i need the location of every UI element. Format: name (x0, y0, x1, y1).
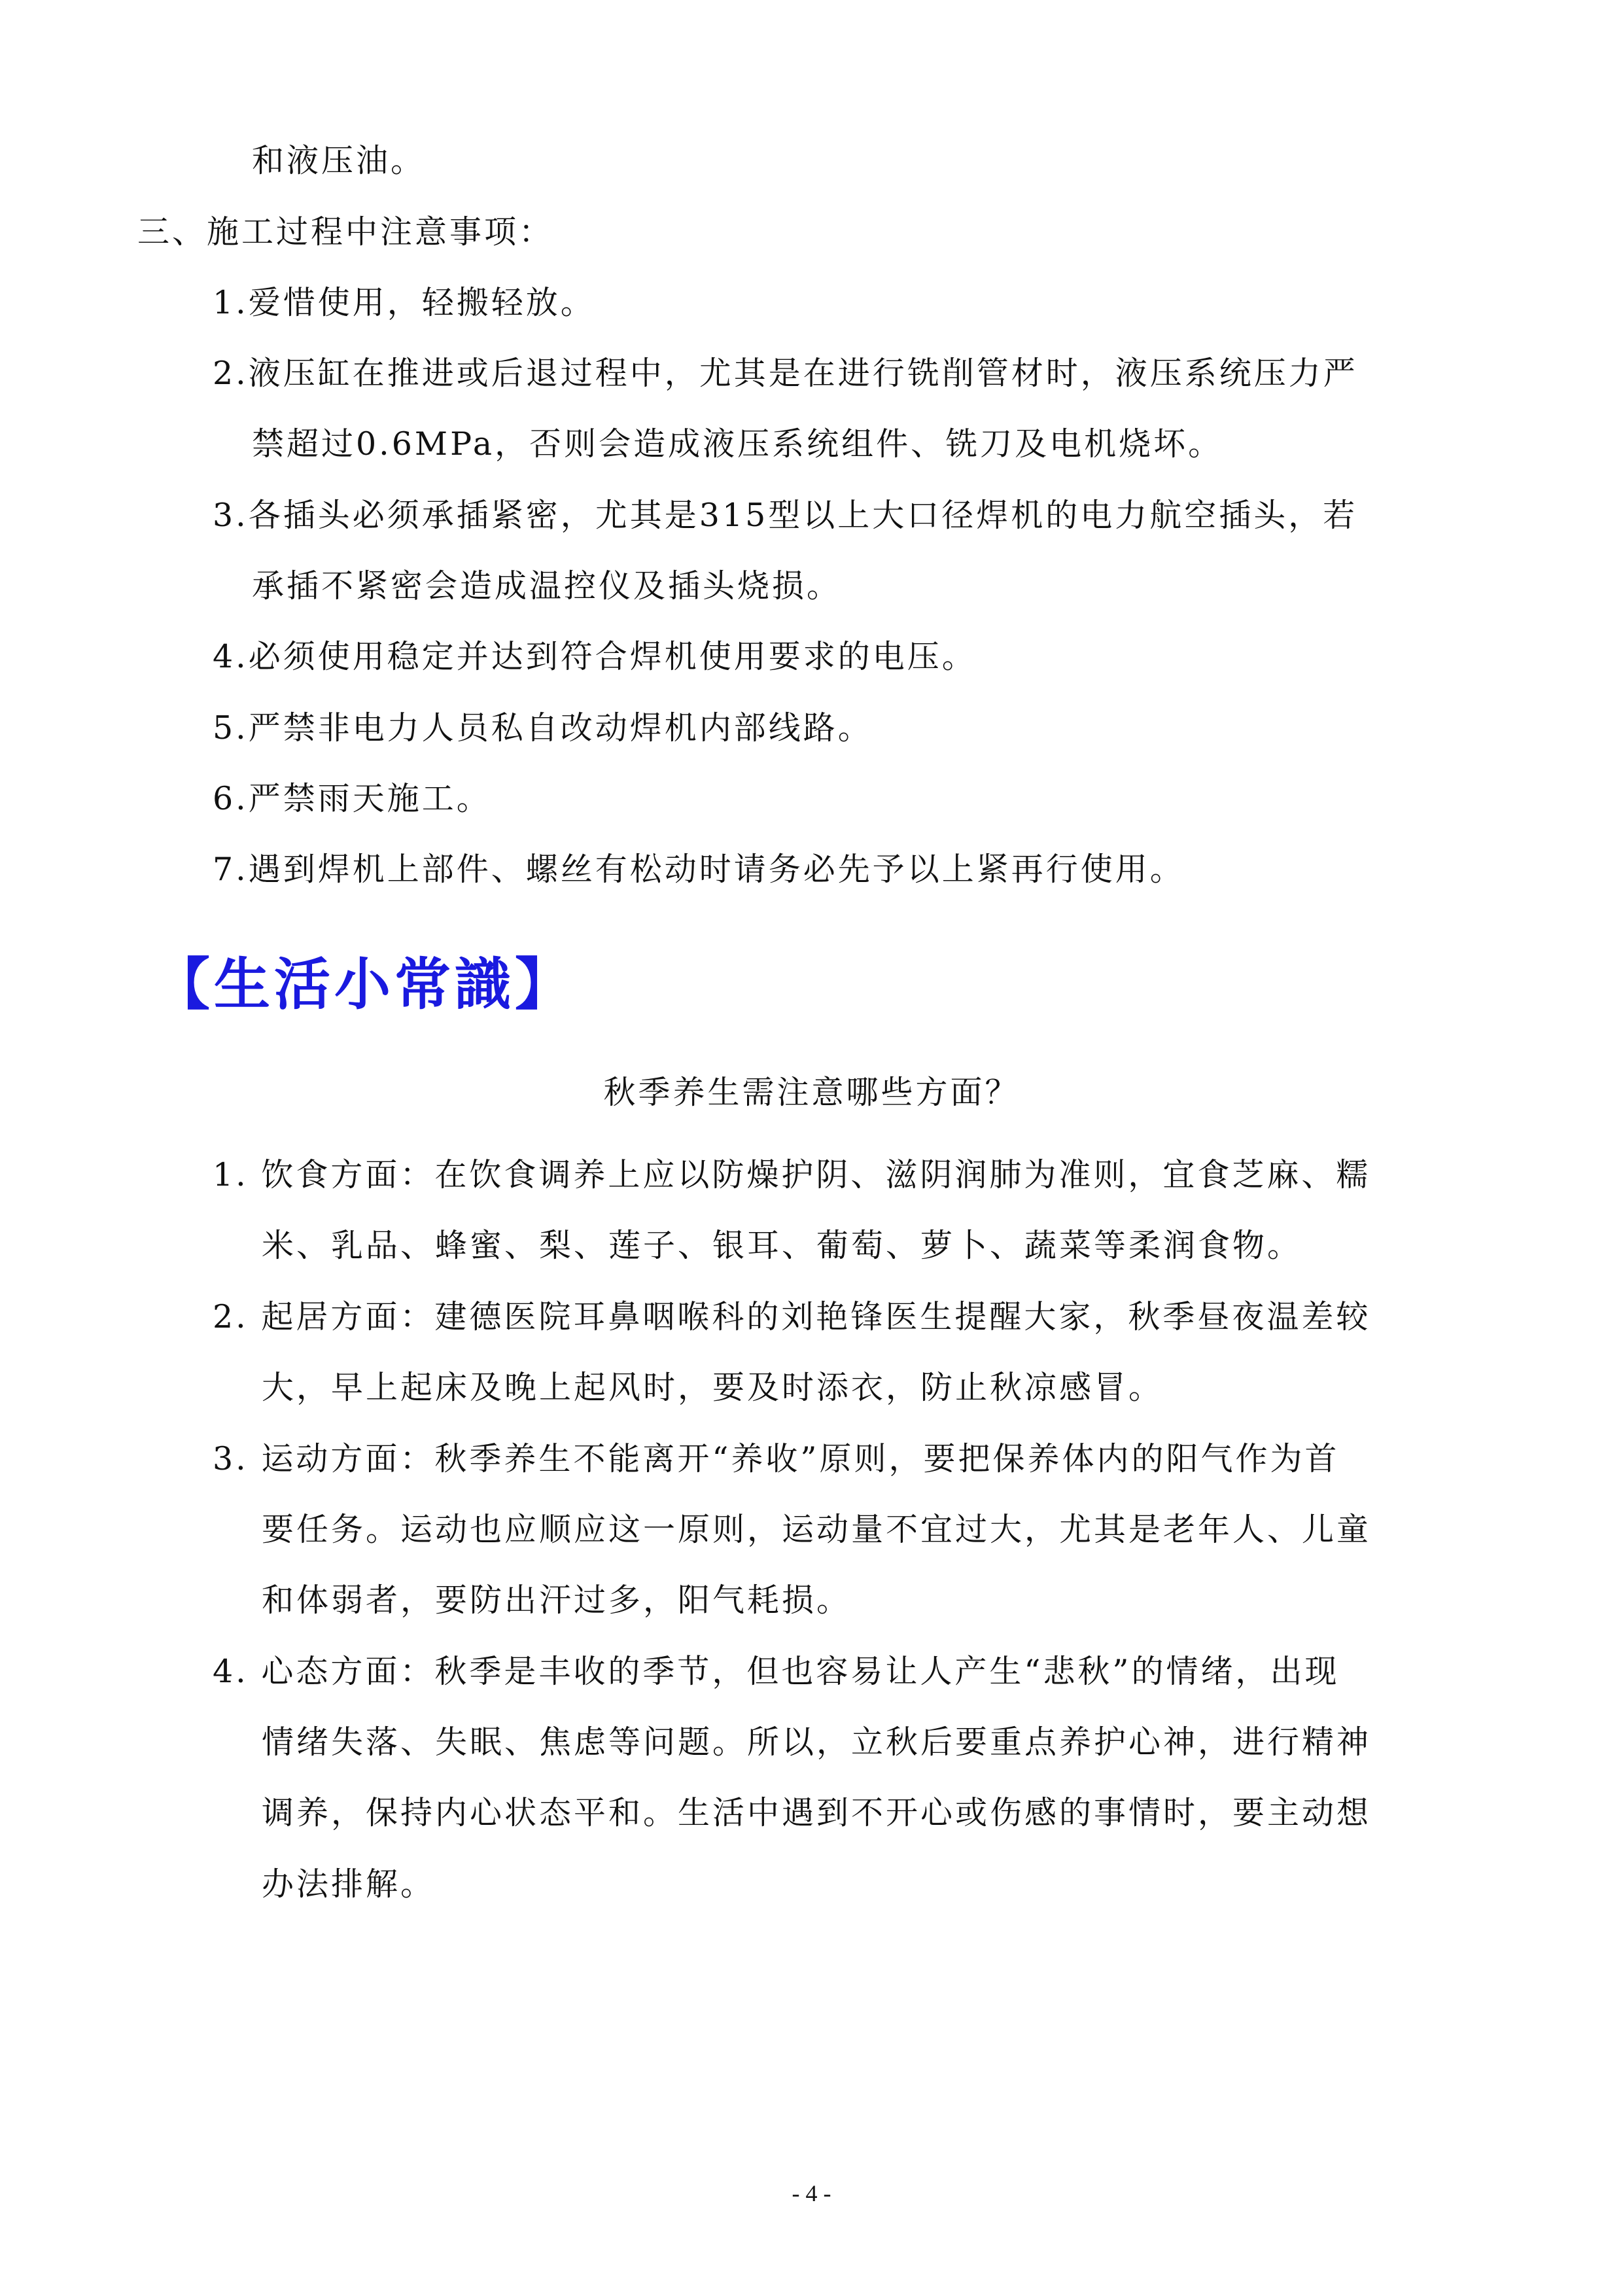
list-item-number: 5. (213, 709, 249, 747)
list-item-continuation: 米、乳品、蜂蜜、梨、莲子、银耳、葡萄、萝卜、蔬菜等柔润食物。 (262, 1227, 1302, 1264)
list-item-continuation: 要任务。运动也应顺应这一原则，运动量不宜过大，尤其是老年人、儿童 (262, 1511, 1372, 1548)
list-item-continuation: 大，早上起床及晚上起风时，要及时添衣，防止秋凉感冒。 (262, 1369, 1164, 1406)
list-item-text: 爱惜使用，轻搬轻放。 (248, 284, 595, 321)
list-item-continuation: 承插不紧密会造成温控仪及插头烧损。 (252, 567, 842, 605)
list-item-continuation: 调养，保持内心状态平和。生活中遇到不开心或伤感的事情时，要主动想 (262, 1794, 1372, 1831)
list-item-number: 4. (213, 638, 249, 675)
list-item-text: 严禁雨天施工。 (248, 780, 491, 817)
list-item (213, 637, 977, 677)
list-item-number: 6. (213, 780, 249, 817)
list-item-continuation: 禁超过0.6MPa，否则会造成液压系统组件、铣刀及电机烧坏。 (252, 425, 1223, 463)
list-item (213, 850, 1185, 889)
list-item-continuation: 办法排解。 (262, 1865, 436, 1903)
list-item-text: 遇到焊机上部件、螺丝有松动时请务必先予以上紧再行使用。 (248, 851, 1185, 888)
list-item (213, 779, 491, 819)
section-title-life-tips: 【生活小常識】 (154, 952, 575, 1017)
list-item-continuation: 情绪失落、失眠、焦虑等问题。所以，立秋后要重点养护心神，进行精神 (262, 1723, 1372, 1761)
list-item-text: 饮食方面：在饮食调养上应以防燥护阴、滋阴润肺为准则，宜食芝麻、糯 (261, 1156, 1371, 1193)
list-item (213, 709, 873, 748)
list-item-number: 2. (213, 1298, 249, 1335)
page-number: - 4 - (792, 2180, 831, 2206)
list-item (213, 1439, 1339, 1479)
section-heading-precautions: 三、施工过程中注意事项： (137, 213, 554, 251)
continuation-line: 和液压油。 (252, 142, 426, 179)
list-item (213, 496, 1357, 535)
list-item-text: 液压缸在推进或后退过程中，尤其是在进行铣削管材时，液压系统压力严 (248, 355, 1358, 392)
list-item-number: 2. (213, 355, 249, 392)
list-item (213, 1156, 1370, 1195)
list-item-number: 4. (213, 1653, 249, 1690)
list-item-continuation: 和体弱者，要防出汗过多，阳气耗损。 (262, 1581, 852, 1619)
list-item (213, 283, 595, 323)
list-item (213, 1298, 1370, 1337)
list-item-text: 运动方面：秋季养生不能离开“养收”原则，要把保养体内的阳气作为首 (261, 1440, 1340, 1477)
list-item-text: 心态方面：秋季是丰收的季节，但也容易让人产生“悲秋”的情绪，出现 (261, 1653, 1340, 1690)
list-item-number: 1. (213, 284, 249, 321)
list-item (213, 1652, 1339, 1691)
list-item-number: 3. (213, 1440, 249, 1477)
list-item-number: 7. (213, 851, 249, 888)
list-item (213, 354, 1358, 393)
list-item-text: 起居方面：建德医院耳鼻咽喉科的刘艳锋医生提醒大家，秋季昼夜温差较 (261, 1298, 1371, 1335)
list-item-text: 必须使用稳定并达到符合焊机使用要求的电压。 (248, 638, 977, 675)
article-subtitle: 秋季养生需注意哪些方面？ (603, 1074, 1020, 1111)
list-item-number: 1. (213, 1156, 249, 1193)
list-item-number: 3. (213, 497, 249, 534)
list-item-text: 严禁非电力人员私自改动焊机内部线路。 (248, 709, 873, 747)
list-item-text: 各插头必须承插紧密，尤其是315型以上大口径焊机的电力航空插头，若 (248, 497, 1358, 534)
